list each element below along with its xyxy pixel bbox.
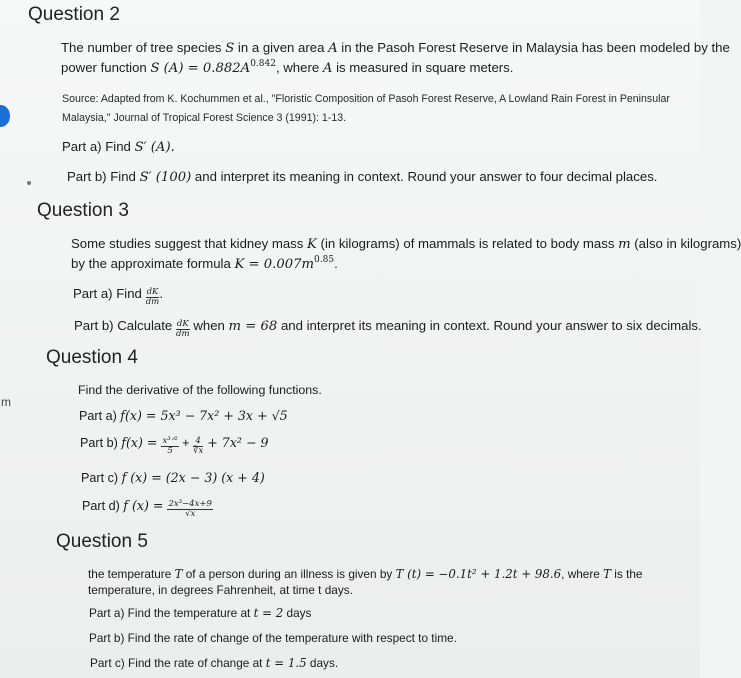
q5-text-line1: the temperature T of a person during an illness is given by T (t) = −0.1t² + 1.2t + 98.6, where T is the xyxy=(88,567,643,581)
q2-part-b: Part b) Find S′ (100) and interpret its meaning in context. Round your answer to four decimal places. xyxy=(67,169,658,185)
q5-text-line2: temperature, in degrees Fahrenheit, at time t days. xyxy=(88,583,353,597)
q5-part-a: Part a) Find the temperature at t = 2 days xyxy=(89,606,312,620)
q4-part-c: Part c) f (x) = (2x − 3) (x + 4) xyxy=(81,470,265,485)
q4-part-a: Part a) f(x) = 5x³ − 7x² + 3x + √5 xyxy=(79,408,288,423)
question-2-title: Question 2 xyxy=(28,4,120,25)
q2-source-line1: Source: Adapted from K. Kochummen et al., "Floristic Composition of Pasoh Forest Reserve, A Lowland Rain Forest in Peninsular xyxy=(62,93,670,105)
q3-part-a: Part a) Find $\frac{dK}{dm}$ . xyxy=(73,286,164,307)
q5-part-c: Part c) Find the rate of change at t = 1.5 days. xyxy=(90,656,339,670)
question-3-title: Question 3 xyxy=(37,200,129,221)
q2-text-line1: The number of tree species S in a given area A in the Pasoh Forest Reserve in Malaysia has been modeled by the xyxy=(61,40,730,56)
circle-marker-icon xyxy=(0,105,10,127)
q2-source-line2: Malaysia," Journal of Tropical Forest Science 3 (1991): 1-13. xyxy=(62,112,347,124)
q3-text-line1: Some studies suggest that kidney mass K (in kilograms) of mammals is related to body mass m (also in kilograms) xyxy=(71,236,741,252)
q4b-fraction-2: $\frac{4}{∛x}$ xyxy=(193,436,204,456)
q3-part-b: Part b) Calculate $\frac{dK}{dm}$ when m = 68 and interpret its meaning in context. Round your answer to six decimals. xyxy=(74,318,702,339)
q4d-fraction: $\frac{\text{2x³−4x+9}}{√x}$ xyxy=(168,499,212,519)
dk-dm-fraction-2: $\frac{dK}{dm}$ xyxy=(176,319,190,339)
q4-part-d: Part d) f (x) = $\frac{\text{2x³−4x+9}}{√x}$ xyxy=(82,498,212,519)
q4b-fraction-1: $\frac{\text{x³ᐟ²}}{5}$ xyxy=(162,436,178,456)
q4-intro: Find the derivative of the following functions. xyxy=(78,383,322,397)
q2-text-line2: power function S $(A) = 0.882A^{0.842}$, where A is measured in square meters. xyxy=(61,59,514,76)
q2-part-a: Part a) Find S′ (A). xyxy=(62,139,175,155)
edge-letter: m xyxy=(1,395,11,409)
question-5-title: Question 5 xyxy=(56,531,148,552)
q3-text-line2: by the approximate formula $K = 0.007m^{0.85}$. xyxy=(71,255,338,272)
dk-dm-fraction: $\frac{dK}{dm}$ xyxy=(145,287,160,307)
q4-part-b: Part b) f(x) = $\frac{\text{x³ᐟ²}}{5}$ + $\frac{4}{∛x}$ + 7x² − 9 xyxy=(80,435,269,456)
bullet-dot-icon xyxy=(27,181,31,185)
q5-part-b: Part b) Find the rate of change of the temperature with respect to time. xyxy=(89,631,457,645)
question-4-title: Question 4 xyxy=(46,347,138,368)
